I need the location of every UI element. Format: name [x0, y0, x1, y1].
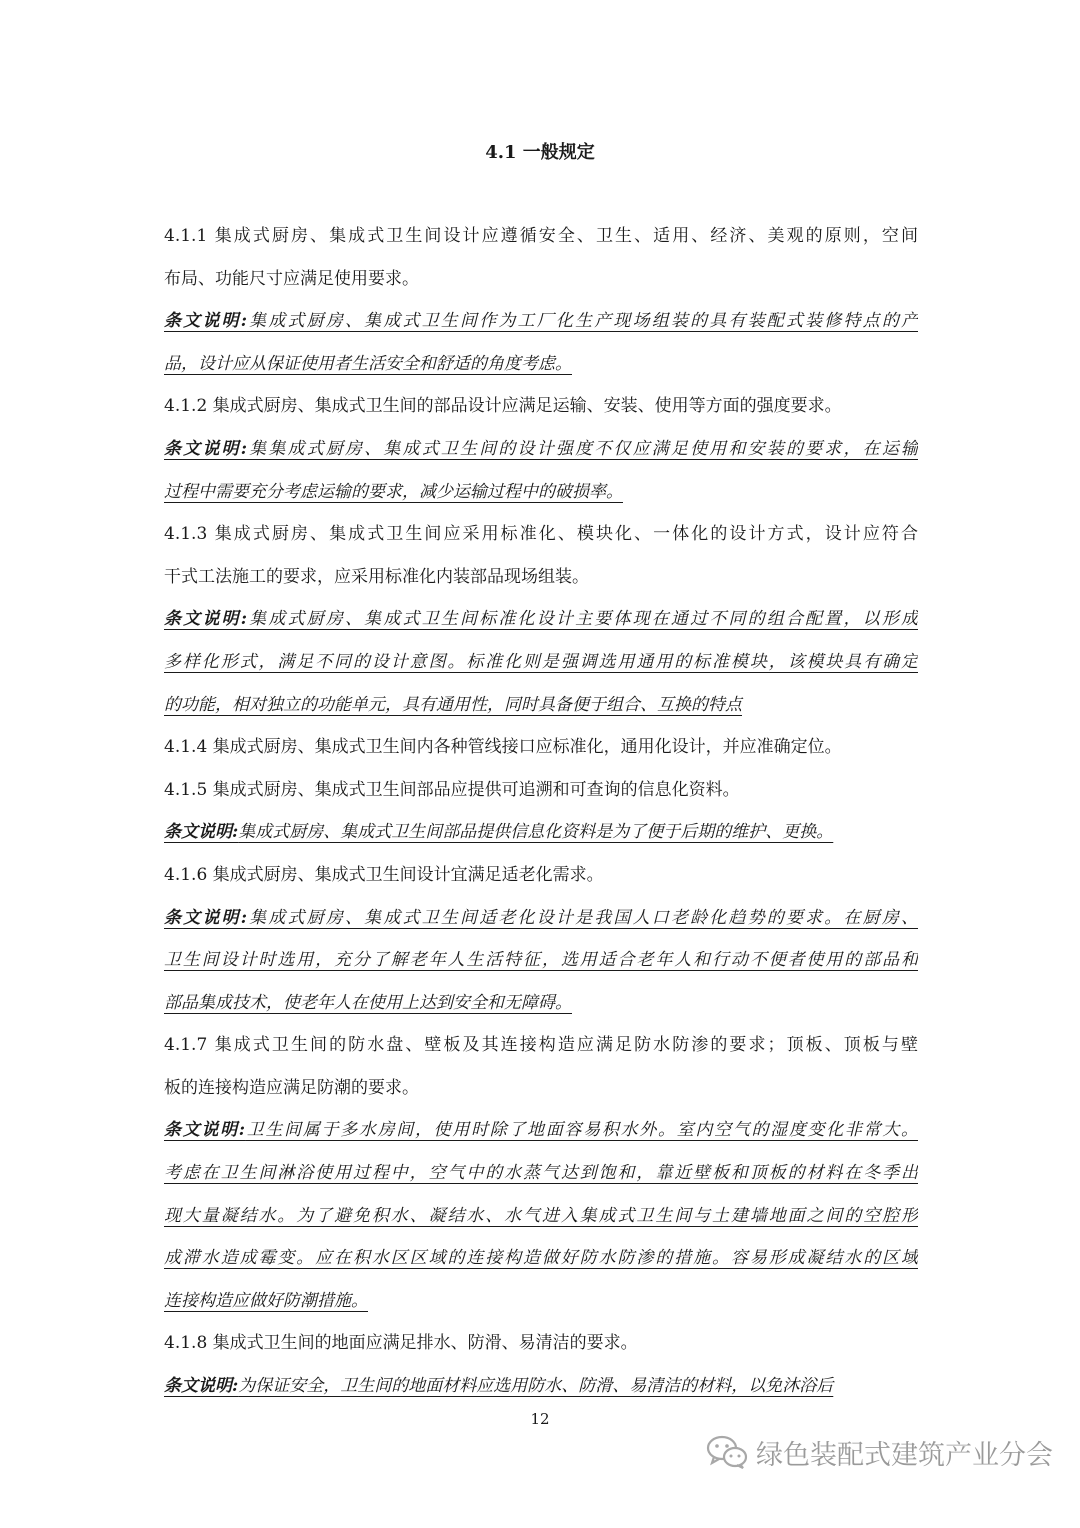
explanation-line: [164, 1152, 918, 1195]
page-number: 12: [530, 1410, 550, 1428]
explanation-line: [164, 1195, 918, 1238]
explanation-label: 条文说明:: [164, 1376, 239, 1397]
explanation-text: 集集成式厨房、集成式卫生间的设计强度不仅应满足使用和安装的要求，在运输: [246, 438, 918, 459]
explanation-text: 多样化形式，满足不同的设计意图。标准化则是强调选用通用的标准模块，该模块具有确定: [164, 651, 918, 672]
clause-4-1-7: [164, 1024, 918, 1322]
explanation-line: [164, 982, 918, 1025]
explanation-line: [164, 343, 918, 386]
explanation-text: 卫生间属于多水房间，使用时除了地面容易积水外。室内空气的湿度变化非常大。: [245, 1120, 918, 1141]
explanation-label: 条文说明:: [164, 822, 239, 843]
clause-4-1-1: [164, 215, 918, 385]
explanation-text: 成滞水造成霉变。应在积水区区域的连接构造做好防水防渗的措施。容易形成凝结水的区域: [164, 1248, 918, 1269]
explanation-text: 为保证安全，卫生间的地面材料应选用防水、防滑、易清洁的材料，以免沐浴后: [238, 1376, 834, 1397]
explanation-text: 集成式厨房、集成式卫生间标准化设计主要体现在通过不同的组合配置，以形成: [246, 609, 918, 630]
explanation-text: 集成式厨房、集成式卫生间作为工厂化生产现场组装的具有装配式装修特点的产: [246, 311, 918, 332]
watermark-text: 绿色装配式建筑产业分会: [756, 1439, 1053, 1471]
explanation-text: 集成式厨房、集成式卫生间部品提供信息化资料是为了便于后期的维护、更换。: [238, 822, 834, 843]
explanation-label: 条文说明:: [164, 1120, 246, 1141]
document-body: [164, 215, 918, 1408]
clause-4-1-2: [164, 385, 918, 513]
explanation-text: 连接构造应做好防潮措施。: [164, 1290, 368, 1311]
clause-line: 4.1.4 集成式厨房、集成式卫生间内各种管线接口应标准化，通用化设计，并应准确定位。: [164, 737, 842, 758]
clause-line: 4.1.7 集成式卫生间的防水盘、壁板及其连接构造应满足防水防渗的要求；顶板、顶板与壁: [164, 1035, 918, 1056]
clause-explanation: [164, 598, 918, 726]
explanation-line: [164, 598, 918, 641]
explanation-text: 集成式厨房、集成式卫生间适老化设计是我国人口老龄化趋势的要求。在厨房、: [246, 907, 918, 928]
explanation-line: [164, 1109, 918, 1152]
explanation-line: [164, 300, 918, 343]
explanation-line: [164, 811, 918, 854]
clause-line: 布局、功能尺寸应满足使用要求。: [164, 268, 419, 289]
explanation-label: 条文说明:: [164, 907, 247, 928]
explanation-line: [164, 684, 918, 727]
explanation-line: [164, 641, 918, 684]
clause-line: 4.1.3 集成式厨房、集成式卫生间应采用标准化、模块化、一体化的设计方式，设计应符合: [164, 524, 918, 545]
clause-4-1-6: [164, 854, 918, 1024]
clause-line: 4.1.2 集成式厨房、集成式卫生间的部品设计应满足运输、安装、使用等方面的强度要求。: [164, 396, 842, 417]
clause-explanation: [164, 1365, 918, 1408]
explanation-line: [164, 471, 918, 514]
clause-4-1-4: [164, 726, 918, 769]
explanation-text: 卫生间设计时选用，充分了解老年人生活特征，选用适合老年人和行动不便者使用的部品和: [164, 950, 918, 971]
explanation-line: [164, 897, 918, 940]
clause-line: 板的连接构造应满足防潮的要求。: [164, 1077, 419, 1098]
clause-explanation: [164, 897, 918, 1025]
clause-explanation: [164, 811, 918, 854]
explanation-text: 过程中需要充分考虑运输的要求，减少运输过程中的破损率。: [164, 481, 623, 502]
explanation-text: 的功能，相对独立的功能单元，具有通用性，同时具备便于组合、互换的特点: [164, 694, 742, 715]
clause-4-1-3: [164, 513, 918, 726]
clause-line: 干式工法施工的要求，应采用标准化内装部品现场组装。: [164, 566, 589, 587]
explanation-text: 部品集成技术，使老年人在使用上达到安全和无障碍。: [164, 992, 572, 1013]
clause-line: 4.1.1 集成式厨房、集成式卫生间设计应遵循安全、卫生、适用、经济、美观的原则，空间: [164, 226, 918, 246]
clause-explanation: [164, 1109, 918, 1322]
explanation-text: 品，设计应从保证使用者生活安全和舒适的角度考虑。: [164, 353, 572, 374]
explanation-line: [164, 1280, 918, 1323]
explanation-line: [164, 939, 918, 982]
explanation-line: [164, 1237, 918, 1280]
explanation-line: [164, 1365, 918, 1408]
clause-explanation: [164, 428, 918, 513]
explanation-line: [164, 428, 918, 471]
clause-4-1-8: [164, 1322, 918, 1407]
explanation-label: 条文说明:: [164, 438, 247, 459]
section-title: 4.1 一般规定: [485, 142, 595, 163]
explanation-text: 考虑在卫生间淋浴使用过程中，空气中的水蒸气达到饱和，靠近壁板和顶板的材料在冬季出: [164, 1163, 918, 1184]
clause-line: 4.1.6 集成式厨房、集成式卫生间设计宜满足适老化需求。: [164, 864, 604, 885]
clause-line: 4.1.8 集成式卫生间的地面应满足排水、防滑、易清洁的要求。: [164, 1333, 638, 1354]
explanation-text: 现大量凝结水。为了避免积水、凝结水、水气进入集成式卫生间与土建墙地面之间的空腔形: [164, 1205, 918, 1226]
watermark: [706, 1428, 1053, 1476]
wechat-icon: [706, 1434, 748, 1470]
explanation-label: 条文说明:: [164, 311, 247, 332]
clause-line: 4.1.5 集成式厨房、集成式卫生间部品应提供可追溯和可查询的信息化资料。: [164, 779, 740, 800]
clause-4-1-5: [164, 769, 918, 854]
explanation-label: 条文说明:: [164, 609, 247, 630]
clause-explanation: [164, 300, 918, 385]
